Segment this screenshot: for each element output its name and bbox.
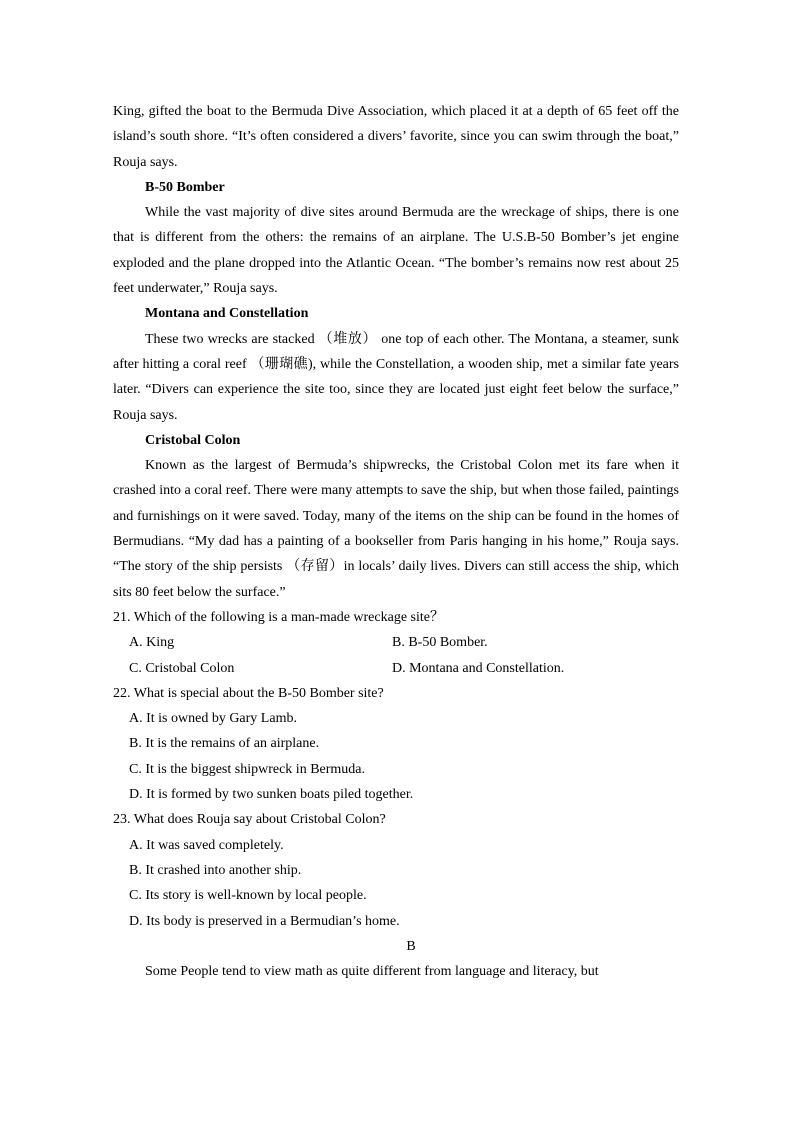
question-23-stem: 23. What does Rouja say about Cristobal Colon?: [113, 812, 386, 828]
question-23: [113, 807, 679, 933]
question-23-option-b: B. It crashed into another ship.: [129, 862, 302, 878]
section-heading-montana-constellation: Montana and Constellation: [145, 306, 309, 322]
section-b-intro-text: Some People tend to view math as quite different from language and literacy, but: [145, 964, 599, 980]
section-text-montana-constellation: These two wrecks are stacked （堆放） one top of each other. The Montana, a steamer, sunk after hitting a coral reef （珊瑚礁), while the Constellation, a wooden ship, met a similar fate years later. “Divers can experience the site too, since they are located just eight feet below the surface,” Rouja says.: [113, 331, 679, 423]
article-intro-paragraph: King, gifted the boat to the Bermuda Dive Association, which placed it at a depth of 65 feet off the island’s south shore. “It’s often considered a divers’ favorite, since you can swim through the boat,” Rouja says.: [113, 104, 679, 170]
section-text-cristobal-colon: Known as the largest of Bermuda’s shipwrecks, the Cristobal Colon met its fare when it crashed into a coral reef. There were many attempts to save the ship, but when those failed, paintings and furnishings on it were saved. Today, many of the items on the ship can be found in the homes of Bermudians. “My dad has a painting of a bookseller from Paris hanging in his home,” Rouja says. “The story of the ship persists （存留）in locals’ daily lives. Divers can still access the ship, which sits 80 feet below the surface.”: [113, 458, 679, 600]
question-22-option-b: B. It is the remains of an airplane.: [129, 736, 320, 752]
question-21-option-b: B. B-50 Bomber.: [392, 635, 488, 651]
question-23-option-c: C. Its story is well-known by local people.: [129, 888, 367, 904]
question-22-option-c: C. It is the biggest shipwreck in Bermuda.: [129, 761, 366, 777]
question-22: [113, 681, 679, 807]
question-21-option-c: C. Cristobal Colon: [129, 660, 235, 676]
question-23-option-d: D. Its body is preserved in a Bermudian’s home.: [129, 913, 400, 929]
section-heading-b50-bomber: B-50 Bomber: [145, 179, 225, 195]
section-b-letter: B: [406, 938, 416, 954]
section-text-b50-bomber: While the vast majority of dive sites around Bermuda are the wreckage of ships, there is one that is different from the others: the remains of an airplane. The U.S.B-50 Bomber’s jet engine exploded and the plane dropped into the Atlantic Ocean. “The bomber’s remains now rest about 25 feet underwater,” Rouja says.: [113, 205, 679, 297]
section-heading-cristobal-colon: Cristobal Colon: [145, 432, 241, 448]
question-22-option-d: D. It is formed by two sunken boats piled together.: [129, 787, 414, 803]
question-22-option-a: A. It is owned by Gary Lamb.: [129, 711, 297, 727]
question-21-stem: 21. Which of the following is a man-made wreckage site？: [113, 609, 444, 625]
question-21-option-d: D. Montana and Constellation.: [392, 660, 565, 676]
document-page: [113, 99, 679, 984]
question-21-options: [113, 630, 679, 681]
question-22-stem: 22. What is special about the B-50 Bomber site?: [113, 685, 384, 701]
question-23-option-a: A. It was saved completely.: [129, 837, 284, 853]
question-21: [113, 605, 679, 681]
question-21-option-a: A. King: [129, 635, 175, 651]
